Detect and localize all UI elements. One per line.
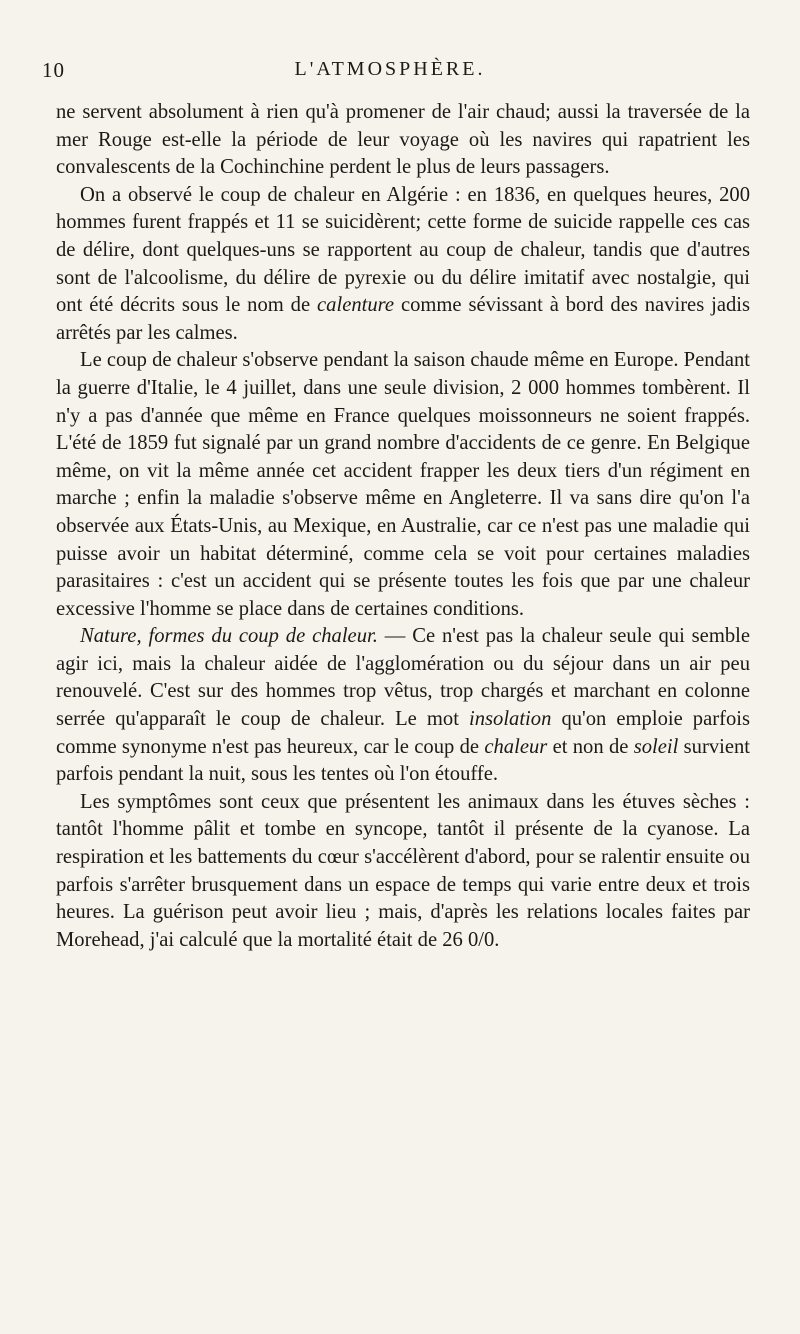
- italic-text: insolation: [468, 708, 552, 731]
- italic-text: chaleur: [484, 735, 548, 758]
- paragraph: [56, 182, 750, 348]
- text-segment: Le coup de chaleur s'observe pendant la saison chaude même en Europe. Pendant la guerre d'Italie, le 4 juillet, dans une seule division, 2 000 hommes tombèrent. Il n'y a pas d'année que même en France quelques moissonneurs ne soient frappés. L'été de 1859 fut signalé par un grand nombre d'accidents de ce genre. En Belgique même, on vit la même année cet accident frapper les deux tiers d'un régiment en marche ; enfin la maladie s'observe même en Angleterre. Il va sans dire qu'on l'a observée aux États-Unis, au Mexique, en Australie, car ce n'est pas une maladie qui puisse avoir un habitat déterminé, comme cela se voit pour certaines maladies parasitaires : c'est un accident qui se présente toutes les fois que par une chaleur excessive l'homme se place dans de certaines conditions.: [56, 349, 750, 620]
- paragraph: [56, 623, 750, 789]
- page-header: [42, 58, 738, 88]
- text-segment: survient parfois pendant la nuit, sous les tentes où l'on étouffe.: [56, 735, 751, 786]
- paragraph: [56, 789, 750, 955]
- italic-text: soleil: [633, 735, 679, 758]
- page-number: 10: [42, 58, 65, 82]
- text-segment: On a observé le coup de chaleur en Algérie : en 1836, en quelques heures, 200 hommes furent frappés et 11 se suicidèrent; cette forme de suicide rappelle ces cas de délire, dont quelques-uns se rapportent au coup de chaleur, tandis que d'autres sont de l'alcoolisme, du délire de pyrexie ou du délire imitatif avec nostalgie, qui ont été décrits sous le nom de: [56, 183, 750, 317]
- running-title: L'ATMOSPHÈRE.: [294, 58, 486, 80]
- body-text: [56, 99, 750, 954]
- paragraph: [56, 347, 750, 623]
- text-segment: comme sévissant à bord des navires jadis arrêtés par les calmes.: [56, 294, 750, 344]
- text-segment: qu'on emploie parfois comme synonyme n'est pas heureux, car le coup de: [56, 708, 750, 758]
- text-segment: — Ce n'est pas la chaleur seule qui semble agir ici, mais la chaleur aidée de l'agglomération ou du séjour dans un air peu renouvelé. C'est sur des hommes trop vêtus, trop chargés et marchant en colonne serrée qu'apparaît le coup de chaleur. Le mot: [56, 625, 750, 731]
- italic-text: Nature, formes du coup de chaleur.: [80, 625, 378, 648]
- paragraph: [56, 99, 750, 182]
- italic-text: calenture: [317, 294, 395, 317]
- text-segment: et non de: [547, 735, 634, 758]
- text-segment: Les symptômes sont ceux que présentent les animaux dans les étuves sèches : tantôt l'homme pâlit et tombe en syncope, tantôt il présente de la cyanose. La respiration et les battements du cœur s'accélèrent d'abord, pour se ralentir ensuite ou parfois s'arrêter brusquement dans un espace de temps qui varie entre deux et trois heures. La guérison peut avoir lieu ; mais, d'après les relations locales faites par Morehead, j'ai calculé que la mortalité était de 26 0/0.: [56, 790, 750, 951]
- text-segment: ne servent absolument à rien qu'à promener de l'air chaud; aussi la traversée de la mer Rouge est-elle la période de leur voyage où les navires qui rapatrient les convalescents de la Cochinchine perdent le plus de leurs passagers.: [56, 101, 750, 179]
